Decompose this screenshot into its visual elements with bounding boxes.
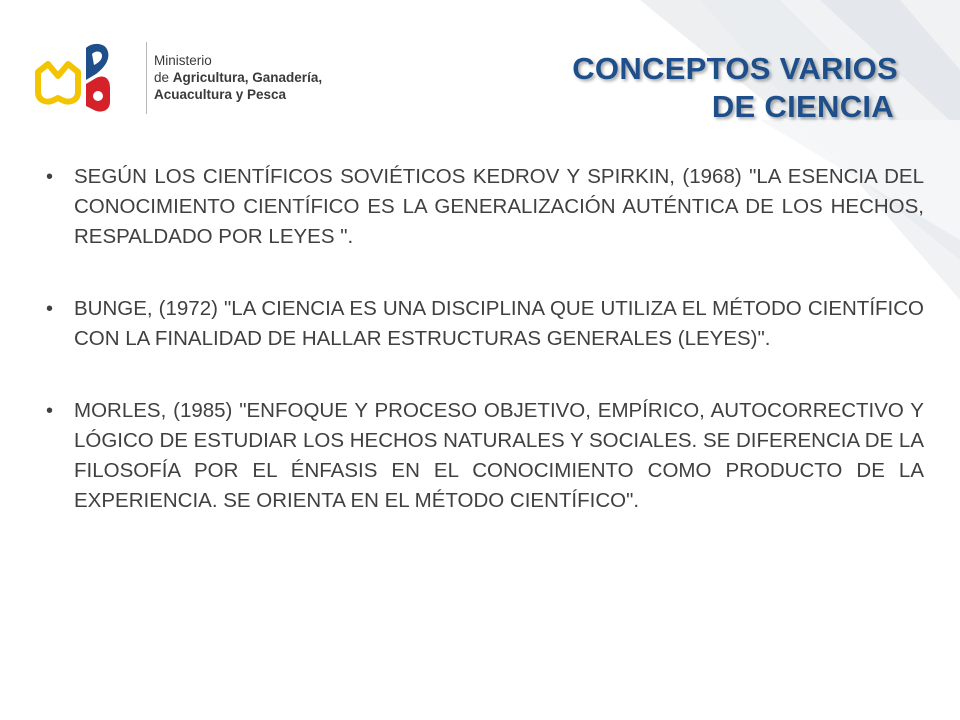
bullet-list xyxy=(46,162,924,558)
bullet-text: BUNGE, (1972) "LA CIENCIA ES UNA DISCIPLINA QUE UTILIZA EL MÉTODO CIENTÍFICO CON LA FINALIDAD DE HALLAR ESTRUCTURAS GENERALES (LEYES)". xyxy=(74,297,924,350)
logo-divider xyxy=(146,42,147,114)
bullet-item xyxy=(46,396,924,516)
slide-title-line2: DE CIENCIA xyxy=(711,89,894,124)
ministry-line2 xyxy=(154,69,322,86)
bullet-dot: • xyxy=(46,400,54,422)
ministry-logo xyxy=(34,38,323,118)
ministry-line2-bold: Agricultura, Ganadería, xyxy=(172,70,323,85)
bullet-text: MORLES, (1985) "ENFOQUE Y PROCESO OBJETIVO, EMPÍRICO, AUTOCORRECTIVO Y LÓGICO DE ESTUDIAR LOS HECHOS NATURALES Y SOCIALES. SE DIFERENCIA DE LA FILOSOFÍA POR EL ÉNFASIS EN EL CONOCIMIENTO COMO PRODUCTO DE LA EXPERIENCIA. SE ORIENTA EN EL MÉTODO CIENTÍFICO". xyxy=(74,399,924,512)
bullet-dot: • xyxy=(46,298,54,320)
ministry-line1: Ministerio xyxy=(154,53,212,68)
magap-logo-icon xyxy=(34,38,144,118)
ministry-name xyxy=(154,52,322,103)
slide-title-line1: CONCEPTOS VARIOS xyxy=(572,51,898,86)
bullet-dot: • xyxy=(46,166,54,188)
bullet-text: SEGÚN LOS CIENTÍFICOS SOVIÉTICOS KEDROV Y SPIRKIN, (1968) "LA ESENCIA DEL CONOCIMIENTO CIENTÍFICO ES LA GENERALIZACIÓN AUTÉNTICA DE LOS HECHOS, RESPALDADO POR LEYES ". xyxy=(74,165,924,248)
slide-title xyxy=(572,50,898,126)
bullet-item xyxy=(46,162,924,252)
bullet-item xyxy=(46,294,924,354)
ministry-line3: Acuacultura y Pesca xyxy=(154,87,287,102)
ministry-line2-prefix: de xyxy=(154,70,173,85)
